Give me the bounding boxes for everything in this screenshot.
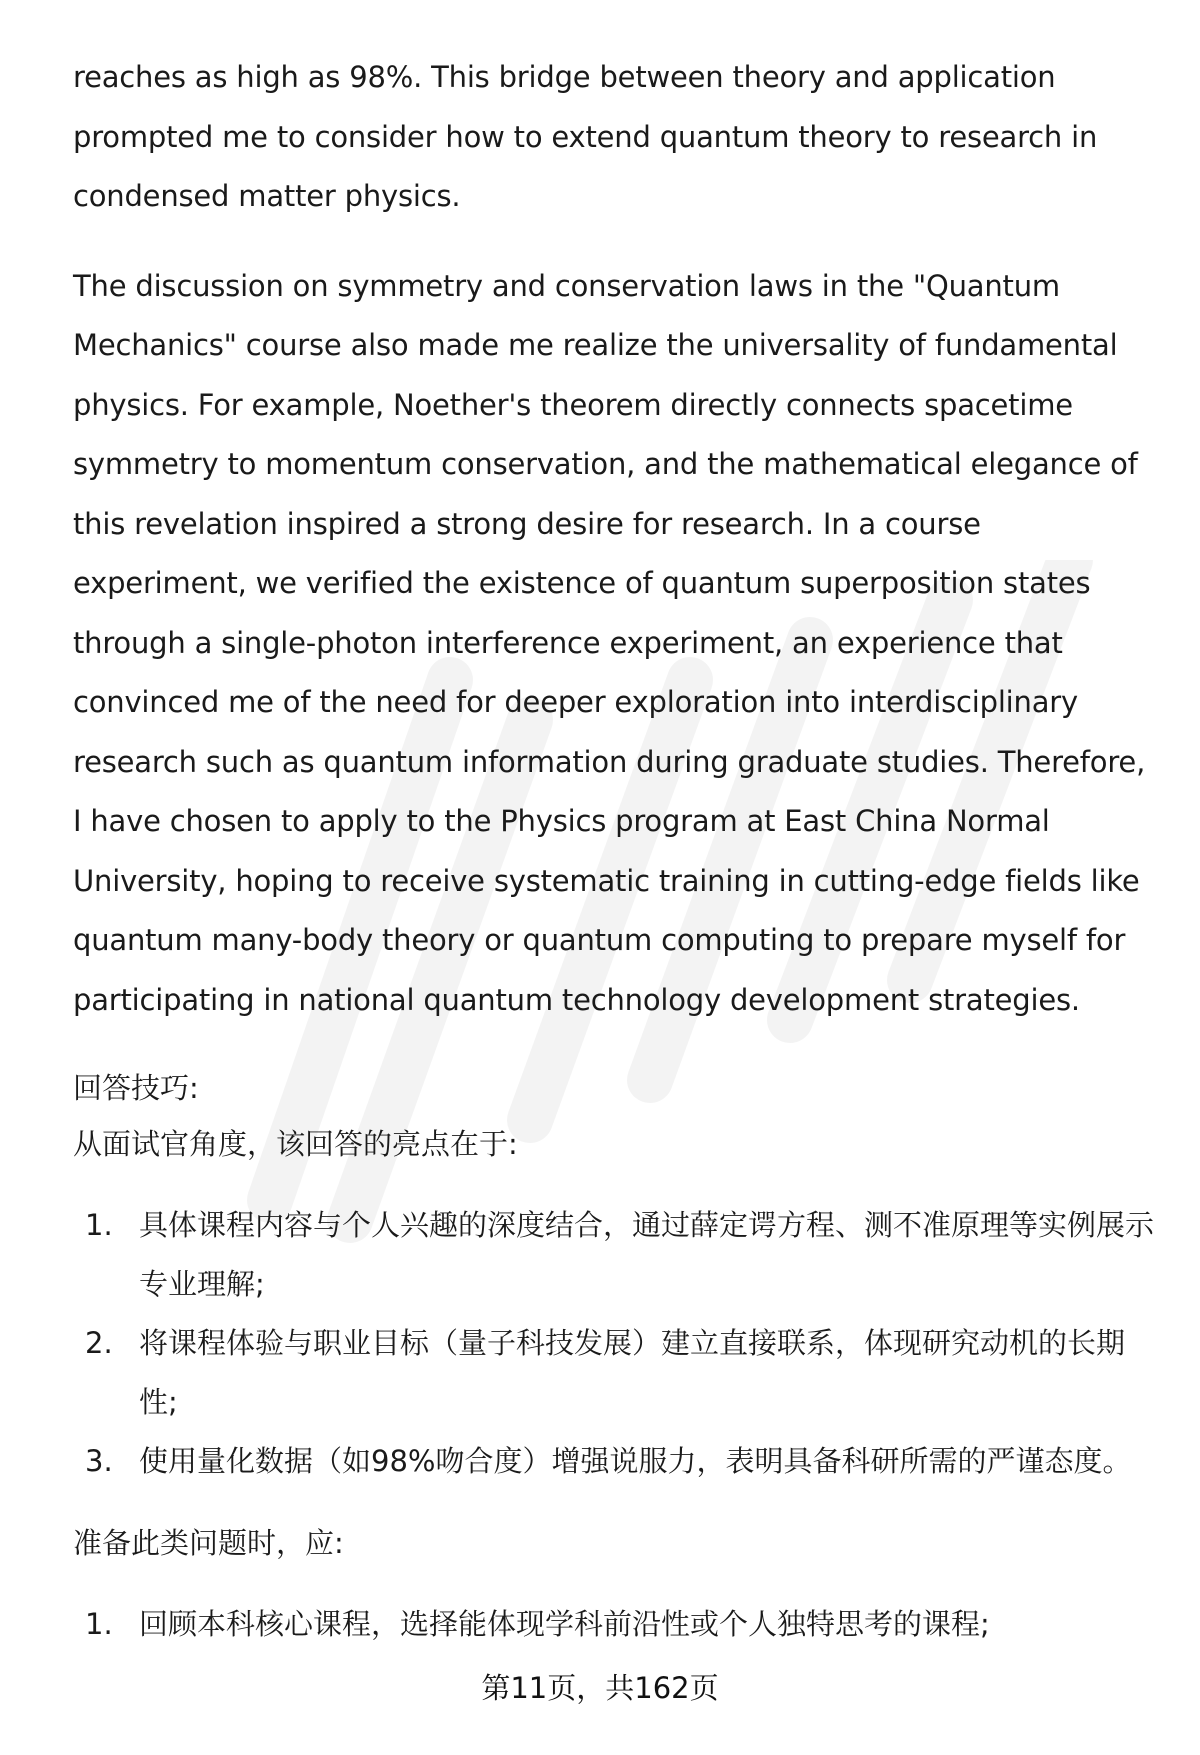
list-number: 1. bbox=[85, 1607, 113, 1641]
highlights-list bbox=[73, 1196, 1158, 1491]
list-number: 2. bbox=[85, 1326, 113, 1360]
body-paragraph-2: The discussion on symmetry and conservation laws in the "Quantum Mechanics" course also made me realize the universality of fundamental physics. For example, Noether's theorem directly connects spacetime symmetry to momentum conservation, and the mathematical elegance of this revelation inspired a strong desire for research. In a course experiment, we verified the existence of quantum superposition states through a single-photon interference experiment, an experience that convinced me of the need for deeper exploration into interdisciplinary research such as quantum information during graduate studies. Therefore, I have chosen to apply to the Physics program at East China Normal University, hoping to receive systematic training in cutting-edge fields like quantum many-body theory or quantum computing to prepare myself for participating in national quantum technology development strategies. bbox=[73, 268, 1146, 1017]
document-page bbox=[73, 48, 1158, 1654]
list-item bbox=[85, 1595, 1158, 1654]
prep-intro: 准备此类问题时，应: bbox=[73, 1526, 344, 1560]
highlights-intro: 从面试官角度，该回答的亮点在于: bbox=[73, 1127, 518, 1161]
list-item bbox=[85, 1314, 1158, 1432]
list-number: 1. bbox=[85, 1208, 113, 1242]
prep-list bbox=[73, 1595, 1158, 1654]
tips-heading: 回答技巧: bbox=[73, 1071, 199, 1105]
body-paragraph-1: reaches as high as 98%. This bridge between theory and application prompted me to consider how to extend quantum theory to research in condensed matter physics. bbox=[73, 60, 1098, 213]
list-number: 3. bbox=[85, 1444, 113, 1478]
list-text: 回顾本科核心课程，选择能体现学科前沿性或个人独特思考的课程; bbox=[139, 1607, 990, 1641]
list-text: 具体课程内容与个人兴趣的深度结合，通过薛定谔方程、测不准原理等实例展示专业理解; bbox=[139, 1208, 1155, 1301]
list-text: 将课程体验与职业目标（量子科技发展）建立直接联系，体现研究动机的长期性; bbox=[139, 1326, 1126, 1419]
page-footer: 第11页，共162页 bbox=[481, 1671, 719, 1705]
list-item bbox=[85, 1432, 1158, 1491]
list-text: 使用量化数据（如98%吻合度）增强说服力，表明具备科研所需的严谨态度。 bbox=[139, 1444, 1132, 1478]
list-item bbox=[85, 1196, 1158, 1314]
